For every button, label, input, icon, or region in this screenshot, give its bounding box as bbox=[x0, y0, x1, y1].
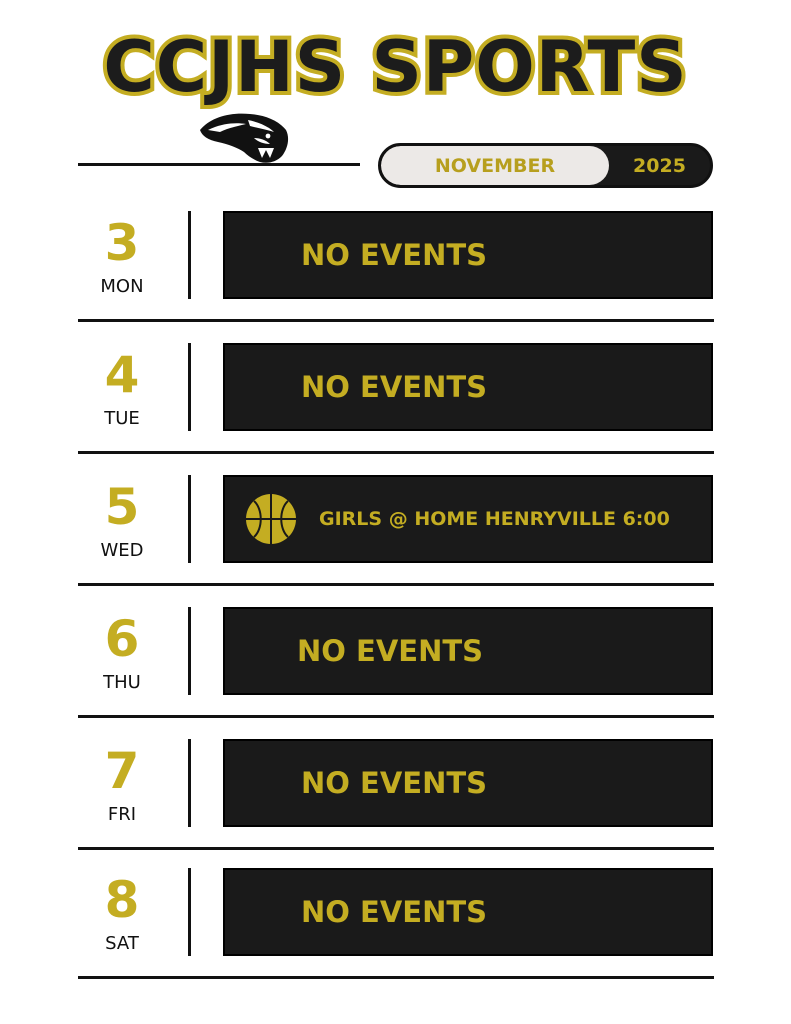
day-of-week: FRI bbox=[107, 804, 137, 825]
event-text: GIRLS @ HOME HENRYVILLE 6:00 bbox=[319, 508, 670, 530]
day-of-week: SAT bbox=[105, 933, 139, 954]
row-divider bbox=[78, 715, 714, 718]
event-box bbox=[223, 475, 713, 563]
day-row bbox=[78, 739, 714, 871]
day-row bbox=[78, 211, 714, 343]
day-number: 6 bbox=[104, 610, 140, 668]
event-box bbox=[223, 607, 713, 695]
event-text: NO EVENTS bbox=[301, 895, 488, 929]
day-number: 7 bbox=[104, 742, 140, 800]
event-box bbox=[223, 343, 713, 431]
row-separator bbox=[188, 739, 191, 827]
date-block bbox=[78, 343, 166, 475]
event-box bbox=[223, 868, 713, 956]
row-separator bbox=[188, 211, 191, 299]
date-block bbox=[78, 607, 166, 739]
year-label: 2025 bbox=[633, 154, 686, 177]
day-number: 4 bbox=[104, 346, 140, 404]
day-row bbox=[78, 475, 714, 607]
row-divider bbox=[78, 319, 714, 322]
event-text: NO EVENTS bbox=[301, 370, 488, 404]
event-text: NO EVENTS bbox=[301, 766, 488, 800]
day-row bbox=[78, 868, 714, 1000]
row-separator bbox=[188, 343, 191, 431]
date-block bbox=[78, 475, 166, 607]
event-box bbox=[223, 739, 713, 827]
day-of-week: MON bbox=[100, 276, 144, 297]
event-text: NO EVENTS bbox=[301, 238, 488, 272]
month-label: NOVEMBER bbox=[381, 146, 609, 185]
row-divider bbox=[78, 976, 714, 979]
day-of-week: THU bbox=[103, 672, 141, 693]
date-block bbox=[78, 739, 166, 871]
basketball-icon bbox=[245, 493, 297, 545]
row-divider bbox=[78, 583, 714, 586]
row-separator bbox=[188, 868, 191, 956]
day-number: 8 bbox=[104, 871, 140, 929]
row-separator bbox=[188, 607, 191, 695]
row-divider bbox=[78, 847, 714, 850]
month-year-pill bbox=[378, 143, 713, 188]
day-row bbox=[78, 607, 714, 739]
date-block bbox=[78, 211, 166, 343]
day-of-week: WED bbox=[100, 540, 144, 561]
day-row bbox=[78, 343, 714, 475]
day-number: 3 bbox=[104, 214, 140, 272]
page-title: CCJHS SPORTS bbox=[103, 26, 688, 108]
day-number: 5 bbox=[104, 478, 140, 536]
row-divider bbox=[78, 451, 714, 454]
date-block bbox=[78, 868, 166, 1000]
panther-logo-icon bbox=[198, 108, 292, 166]
day-of-week: TUE bbox=[104, 408, 140, 429]
header-divider bbox=[78, 163, 360, 166]
event-text: NO EVENTS bbox=[297, 634, 484, 668]
row-separator bbox=[188, 475, 191, 563]
event-box bbox=[223, 211, 713, 299]
